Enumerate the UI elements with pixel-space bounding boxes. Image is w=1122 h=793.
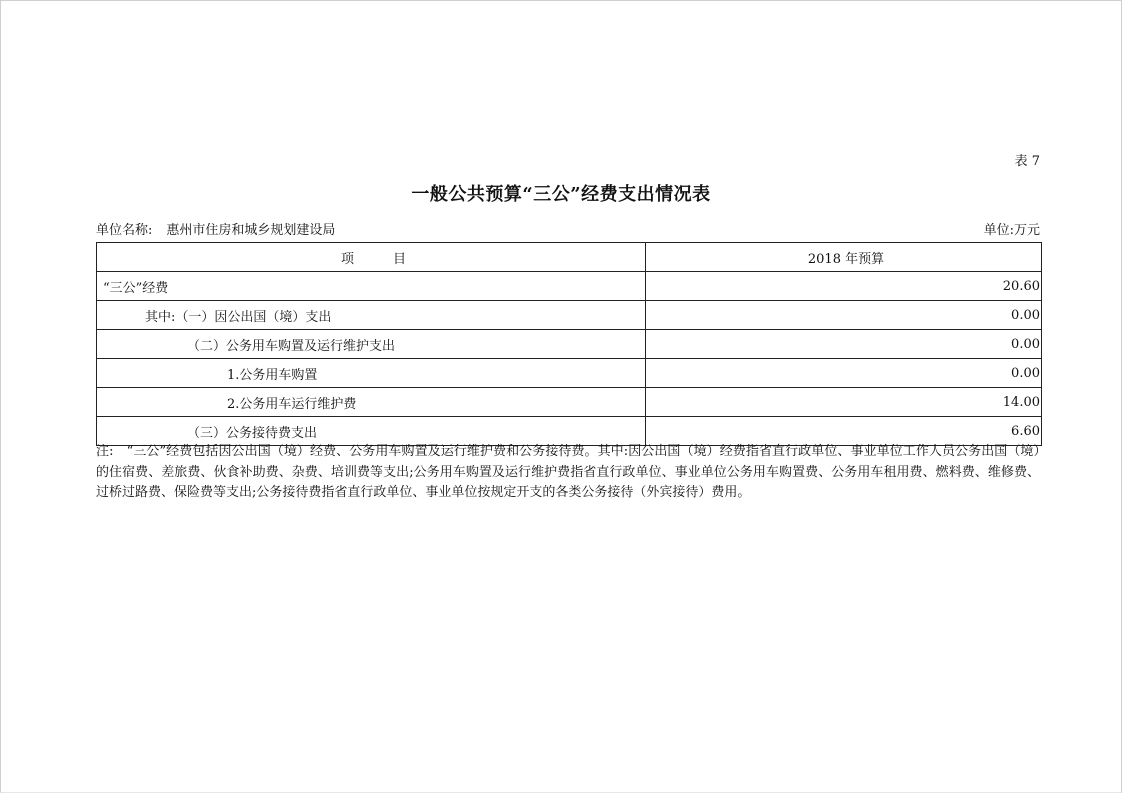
row-value: 0.00	[646, 330, 1042, 359]
footnote: 注: “三公”经费包括因公出国（境）经费、公务用车购置及运行维护费和公务接待费。其中:因公出国（境）经费指省直行政单位、事业单位工作人员公务出国（境）的住宿费、差旅费、伙食补助费、杂费、培训费等支出;公务用车购置及运行维护费指省直行政单位、事业单位公务用车购置费、公务用车租用费、燃料费、维修费、过桥过路费、保险费等支出;公务接待费指省直行政单位、事业单位按规定开支的各类公务接待（外宾接待）费用。	[96, 444, 1040, 500]
row-value: 20.60	[646, 272, 1042, 301]
table-row	[97, 388, 1042, 417]
table-number: 表 7	[1014, 154, 1040, 169]
row-value: 0.00	[646, 301, 1042, 330]
unit-name-block	[96, 219, 335, 238]
header-item: 项 目	[97, 243, 646, 272]
unit-name-label: 单位名称:	[96, 223, 153, 238]
row-value: 0.00	[646, 359, 1042, 388]
document-title: 一般公共预算“三公”经费支出情况表	[411, 184, 711, 205]
row-value: 14.00	[646, 388, 1042, 417]
row-label: “三公”经费	[97, 272, 646, 301]
budget-table	[96, 242, 1042, 446]
table-header-row	[97, 243, 1042, 272]
row-label: （三）公务接待费支出	[97, 417, 646, 446]
row-label: 2.公务用车运行维护费	[97, 388, 646, 417]
table-row	[97, 359, 1042, 388]
row-label: 其中:（一）因公出国（境）支出	[97, 301, 646, 330]
table-row	[97, 272, 1042, 301]
header-budget: 2018 年预算	[646, 243, 1042, 272]
unit-name-value: 惠州市住房和城乡规划建设局	[166, 223, 336, 238]
currency-unit: 单位:万元	[983, 223, 1040, 238]
row-label: （二）公务用车购置及运行维护支出	[97, 330, 646, 359]
meta-row	[96, 219, 1040, 238]
row-value: 6.60	[646, 417, 1042, 446]
table-row	[97, 301, 1042, 330]
table-row	[97, 330, 1042, 359]
row-label: 1.公务用车购置	[97, 359, 646, 388]
